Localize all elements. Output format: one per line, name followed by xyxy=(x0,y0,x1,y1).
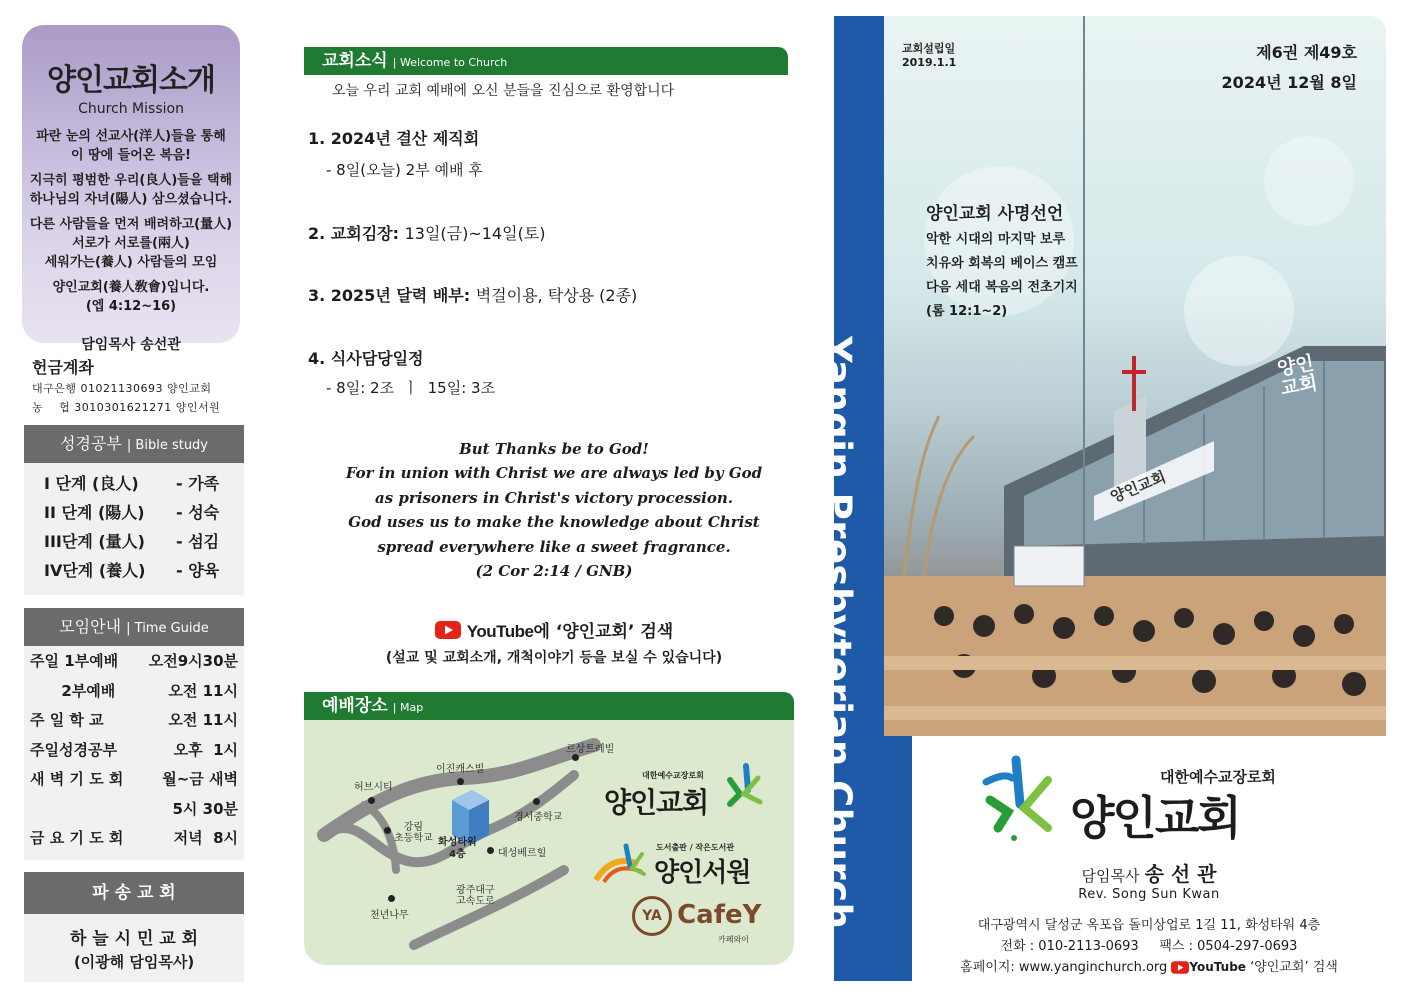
news-item-4-detail: - 8일: 2조 ㅣ 15일: 3조 xyxy=(326,379,496,397)
youtube-search-line xyxy=(304,617,804,644)
news-header: 교회소식 | Welcome to Church xyxy=(304,47,788,75)
news-item-4-heading: 4. 식사담당일정 xyxy=(308,349,424,368)
mission-statement-title: 양인교회 사명선언 xyxy=(926,204,1064,224)
mission-church-panel xyxy=(24,872,244,982)
issue-date: 2024년 12월 8일 xyxy=(1221,73,1357,92)
cover-side-text: Yangin Presbyterian Church xyxy=(816,336,859,930)
bible-study-row: II 단계 (陽人) - 성숙 xyxy=(44,503,220,522)
youtube-icon xyxy=(435,621,461,644)
youtube-logo-text: YouTube xyxy=(1189,960,1246,974)
church-address: 대구광역시 달성군 옥포읍 돌미상업로 1길 11, 화성타워 4층 xyxy=(977,918,1321,933)
map-label-resang: 르상트레빌 xyxy=(566,744,615,755)
time-guide-row: 주일 1부예배 오전9시30분 xyxy=(30,652,238,670)
denomination: 대한예수교장로회 xyxy=(1160,768,1276,786)
pastor-line xyxy=(912,858,1386,887)
offering-account-2: 농 협 3010301621271 양인서원 xyxy=(32,401,221,414)
time-guide-row: 새 벽 기 도 회 월~금 새벽 xyxy=(30,770,238,788)
youtube-search-hint: ‘양인교회’ 검색 xyxy=(1250,960,1338,975)
map-title: 예배장소 xyxy=(322,696,388,716)
intro-paragraph-2: 지극히 평범한 우리(良人)들을 택해 하나님의 자녀(陽人) 삼으셨습니다. xyxy=(29,173,233,207)
building-sign: 양인교회 xyxy=(1107,467,1169,507)
bible-verse: But Thanks be to God! For in union with Christ we are always led by God as prisoners in Christ's victory procession. God uses us to make the knowledge about Christ spread everywhere like a sweet fragrance. (2 Cor 2:14 / GNB) xyxy=(345,440,763,581)
church-main-logo-icon xyxy=(978,752,1058,844)
time-guide-row: 5시 30분 xyxy=(172,799,238,818)
time-guide-title: 모임안내 xyxy=(59,617,122,636)
intro-paragraph-4: 양인교회(養人敎會)입니다. (엡 4:12~16) xyxy=(52,280,210,314)
founded-label: 교회설립일 xyxy=(902,42,956,55)
youtube-logo-text: YouTube xyxy=(466,622,534,641)
bible-study-header: 성경공부 | Bible study xyxy=(24,425,244,463)
location-map: 허브시티 이진캐스빌 르상트레빌 강림 초등학교 화성타워 4층 경서중학교 대성베르힐 광주대구 고속도로 천년나무 대한예수교장로회 양인교회 도서출판 / 작은도서관 양인서원 YA CafeY 카페와이 xyxy=(304,720,794,965)
church-phone: 전화 : 010-2113-0693 팩스 : 0504-297-0693 xyxy=(1000,939,1298,954)
cafe-logo-icon: YA xyxy=(632,896,672,936)
map-header: 예배장소 | Map xyxy=(304,692,794,721)
news-title: 교회소식 xyxy=(322,51,388,71)
time-guide-row: 금 요 기 도 회 저녁 8시 xyxy=(30,829,238,847)
news-item-3: 3. 2025년 달력 배부: 벽걸이용, 탁상용 (2종) xyxy=(308,286,638,305)
time-guide-subtitle: Time Guide xyxy=(134,621,209,636)
offering-account-1: 대구은행 01021130693 양인교회 xyxy=(32,382,212,395)
intro-pastor: 담임목사 송선관 xyxy=(81,337,181,353)
offering-title: 헌금계좌 xyxy=(32,358,94,377)
bible-study-row: IV단계 (養人) - 양육 xyxy=(44,561,220,580)
founded-date: 2019.1.1 xyxy=(902,56,957,69)
bible-study-subtitle: Bible study xyxy=(135,438,209,453)
map-label-herbcity: 허브시티 xyxy=(354,782,393,793)
mission-church-pastor: (이광해 담임목사) xyxy=(73,953,195,971)
map-label-daeseong: 대성베르힐 xyxy=(498,848,547,859)
news-item-2: 2. 교회김장: 13일(금)~14일(토) xyxy=(308,224,546,243)
map-label-ijin: 이진캐스빌 xyxy=(436,764,485,775)
map-label-ganglim: 강림 초등학교 xyxy=(394,822,433,844)
youtube-icon xyxy=(1171,961,1189,974)
time-guide-panel xyxy=(24,608,244,860)
bible-study-row: I 단계 (良人) - 가족 xyxy=(44,474,220,493)
mission-church-name: 하 늘 시 민 교 회 xyxy=(69,929,199,949)
map-label-highway: 광주대구 고속도로 xyxy=(456,885,495,907)
news-subtitle: Welcome to Church xyxy=(400,56,508,69)
issue-volume: 제6권 제49호 xyxy=(1256,43,1357,62)
news-item-1-heading: 1. 2024년 결산 제직회 xyxy=(308,129,480,148)
intro-subtitle: Church Mission xyxy=(78,101,184,117)
map-label-hwaseong: 화성타워 4층 xyxy=(438,837,477,860)
intro-paragraph-1: 파란 눈의 선교사(洋人)들을 통해 이 땅에 들어온 복음! xyxy=(36,129,226,163)
church-main-name: 양인교회 xyxy=(1070,791,1240,845)
news-item-1-detail: - 8일(오늘) 2부 예배 후 xyxy=(326,161,483,179)
bookstore-logo-icon xyxy=(594,840,654,886)
map-subtitle: Map xyxy=(400,701,424,714)
mission-church-title: 파 송 교 회 xyxy=(24,872,244,914)
building-sign-vertical: 양인 교회 xyxy=(1275,352,1320,400)
youtube-note: (설교 및 교회소개, 개척이야기 등을 보실 수 있습니다) xyxy=(385,650,723,666)
map-church-logo: 대한예수교장로회 양인교회 xyxy=(604,770,708,821)
church-intro-card xyxy=(22,25,240,353)
map-label-gyeongseo: 경서중학교 xyxy=(514,812,563,823)
time-guide-row: 2부예배 오전 11시 xyxy=(30,681,238,700)
pastor-label: 담임목사 xyxy=(1081,867,1140,885)
church-logo-icon xyxy=(722,760,762,808)
intro-paragraph-3: 다른 사람들을 먼저 배려하고(量人) 서로가 서로를(兩人) 세워가는(養人) 사람들의 모임 xyxy=(29,217,233,270)
cover-side-strip xyxy=(884,736,912,981)
church-homepage[interactable]: 홈페이지: www.yanginchurch.org xyxy=(960,960,1168,975)
pastor-english: Rev. Song Sun Kwan xyxy=(1078,887,1220,902)
mission-statement: 양인교회 사명선언 악한 시대의 마지막 보루 치유와 회복의 베이스 캠프 다음 세대 복음의 전초기지 (롬 12:1~2) xyxy=(926,199,1078,324)
news-welcome: 오늘 우리 교회 예배에 오신 분들을 진심으로 환영합니다 xyxy=(332,83,675,99)
bible-study-row: III단계 (量人) - 섬김 xyxy=(44,532,220,551)
church-building-photo xyxy=(884,16,1386,736)
church-homepage-line xyxy=(912,956,1386,975)
bible-study-title: 성경공부 xyxy=(59,434,122,453)
bible-study-panel xyxy=(24,425,244,595)
time-guide-row: 주 일 학 교 오전 11시 xyxy=(30,711,238,729)
time-guide-row: 주일성경공부 오후 1시 xyxy=(30,740,238,759)
intro-title: 양인교회소개 xyxy=(47,63,215,98)
youtube-search-text: 에 ‘양인교회’ 검색 xyxy=(533,622,674,642)
pastor-name: 송 선 관 xyxy=(1144,862,1217,886)
map-cafe-logo: YA CafeY 카페와이 xyxy=(632,896,762,936)
map-label-cheonnyeon: 천년나무 xyxy=(370,910,409,921)
time-guide-header: 모임안내 | Time Guide xyxy=(24,608,244,646)
